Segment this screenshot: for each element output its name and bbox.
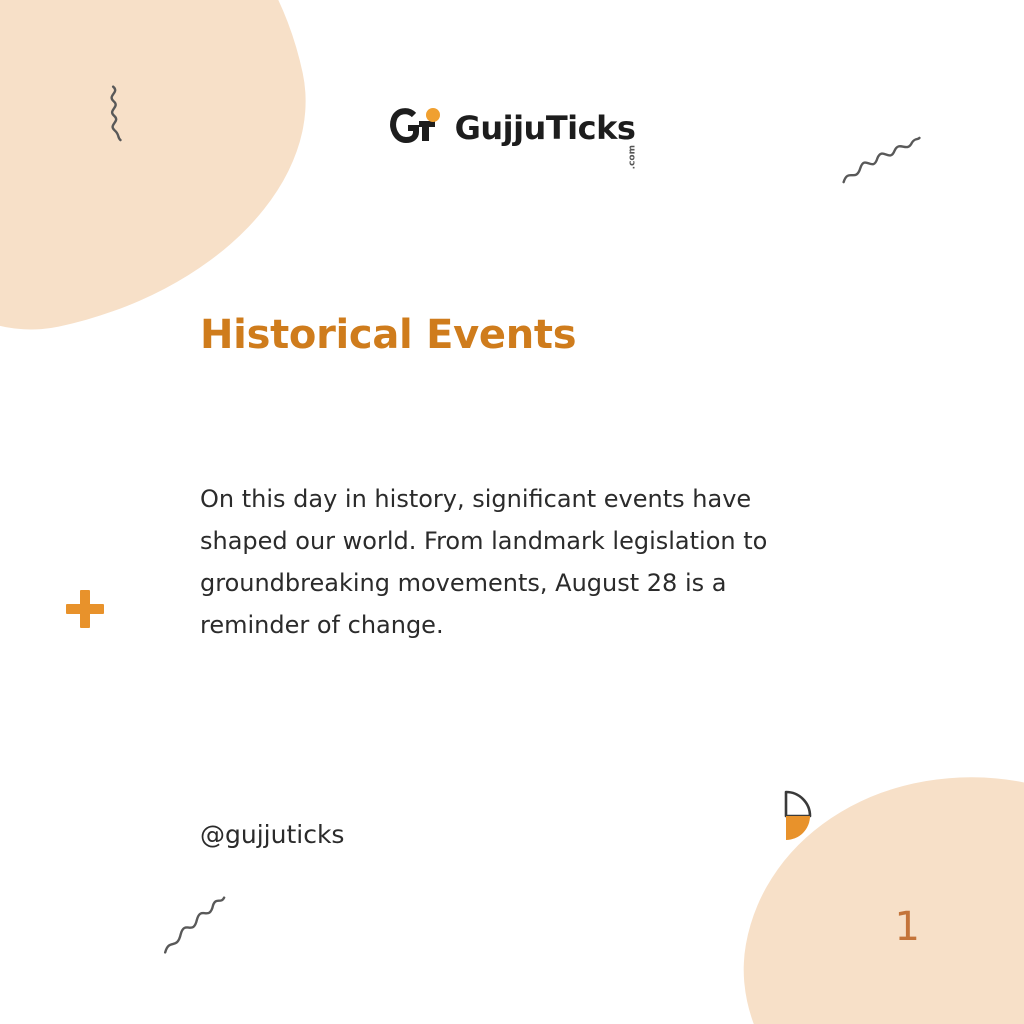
brand-tld: .com xyxy=(627,145,638,170)
page-title: Historical Events xyxy=(200,312,577,358)
gt-monogram-icon xyxy=(389,106,445,150)
decorative-blob-bottom-right xyxy=(713,740,1024,1024)
brand-wordmark xyxy=(454,109,638,170)
half-circle-doodle-icon xyxy=(760,790,812,842)
squiggle-icon xyxy=(156,893,234,961)
brand-logo xyxy=(0,106,1024,170)
brand-wordmark-text: GujjuTicks xyxy=(454,109,636,147)
decorative-blob-top-left xyxy=(0,0,344,364)
plus-icon xyxy=(66,590,104,628)
page-number: 1 xyxy=(894,904,920,950)
social-handle: @gujjuticks xyxy=(200,820,345,849)
body-paragraph: On this day in history, significant events have shaped our world. From landmark legislation to groundbreaking movements, August 28 is a reminder of change. xyxy=(200,485,768,639)
